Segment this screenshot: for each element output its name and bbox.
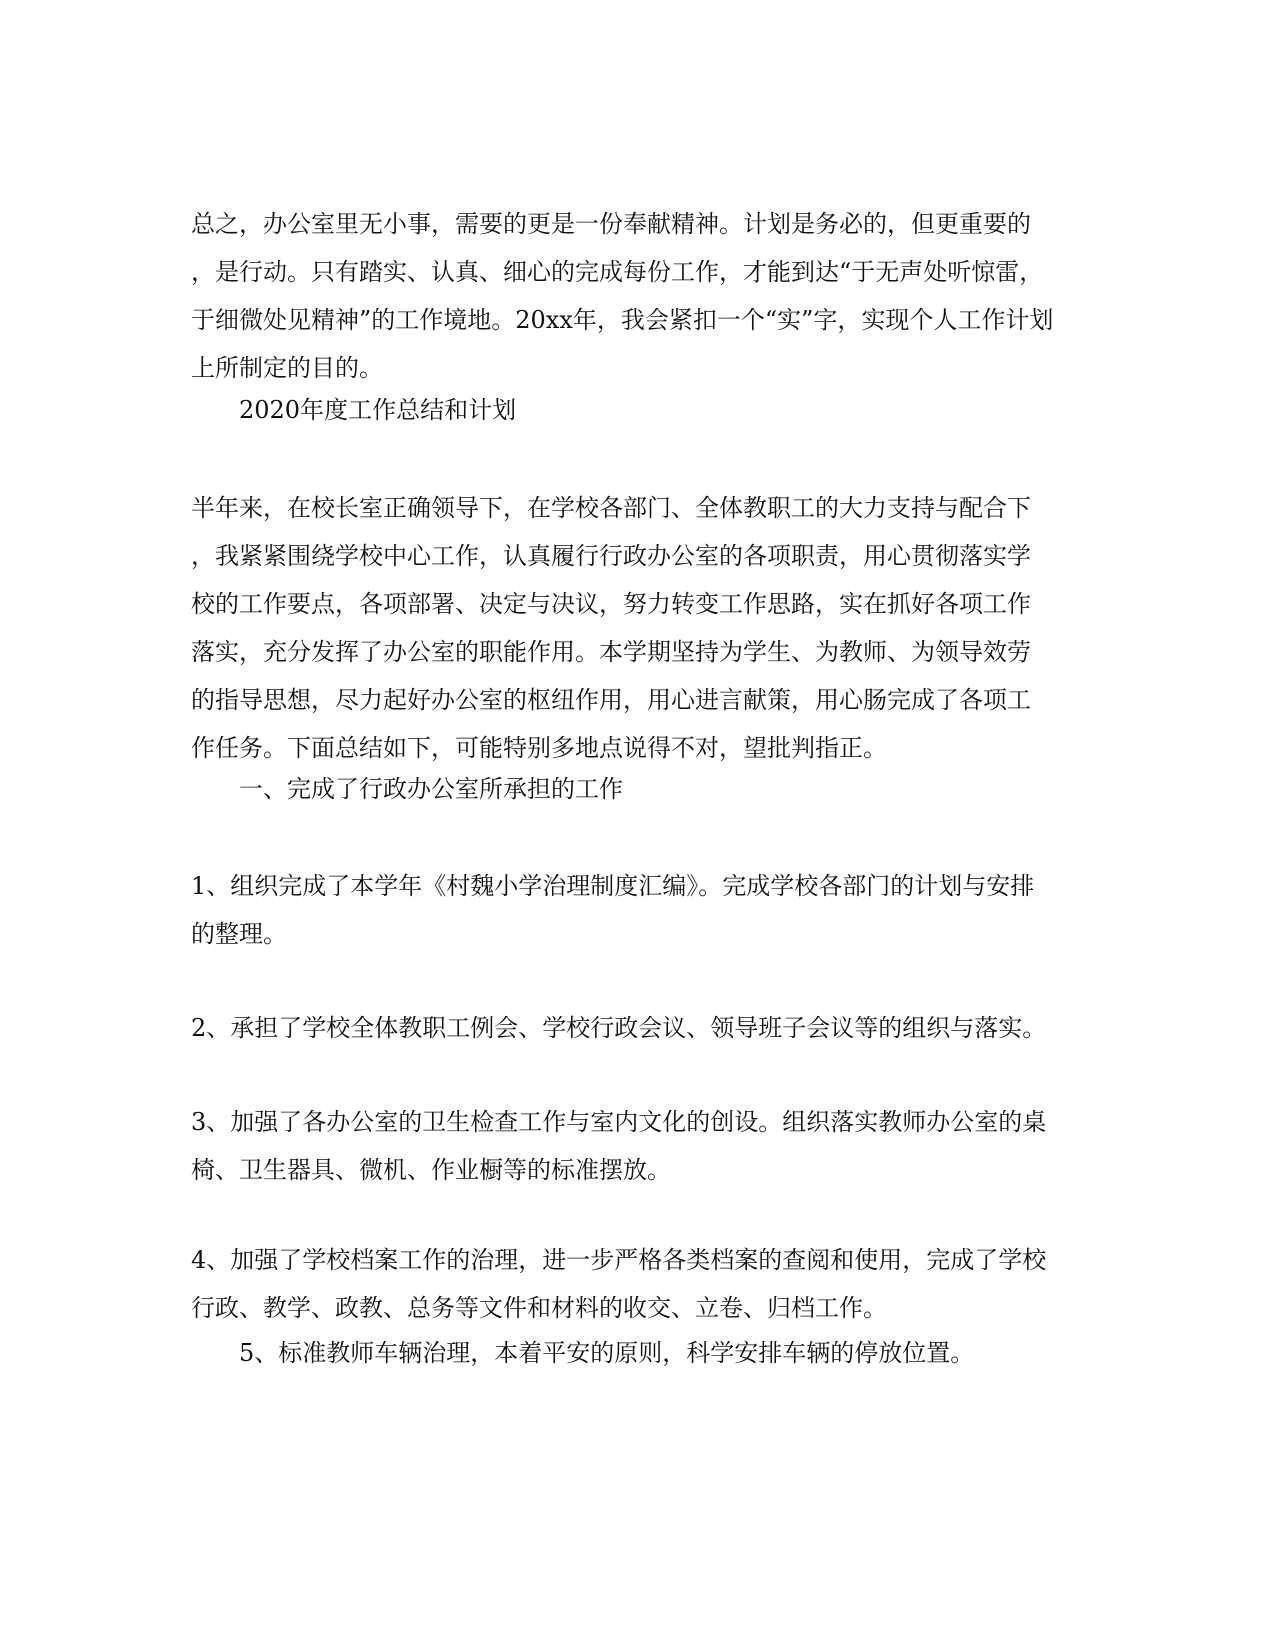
section-heading-work <box>191 765 1091 813</box>
text-line: 椅、卫生器具、微机、作业橱等的标准摆放。 <box>191 1156 671 1184</box>
list-item-3 <box>191 1098 1091 1194</box>
text-line: 半年来，在校长室正确领导下，在学校各部门、全体教职工的大力支持与配合下 <box>191 494 1031 522</box>
text-line: 于细微处见精神”的工作境地。20xx年，我会紧扣一个“实”字，实现个人工作计划 <box>191 306 1054 334</box>
text-line: ，我紧紧围绕学校中心工作，认真履行行政办公室的各项职责，用心贯彻落实学 <box>191 542 1031 570</box>
text-line: 2、承担了学校全体教职工例会、学校行政会议、领导班子会议等的组织与落实。 <box>191 1014 1047 1042</box>
text-line: 落实，充分发挥了办公室的职能作用。本学期坚持为学生、为教师、为领导效劳 <box>191 638 1031 666</box>
list-item-2 <box>191 1004 1091 1052</box>
list-item-4 <box>191 1236 1091 1332</box>
paragraph-overview <box>191 484 1091 772</box>
text-line: 5、标准教师车辆治理，本着平安的原则，科学安排车辆的停放位置。 <box>239 1339 975 1367</box>
heading-text: 一、完成了行政办公室所承担的工作 <box>239 775 623 803</box>
text-line: 上所制定的目的。 <box>191 354 383 382</box>
text-line: 4、加强了学校档案工作的治理，进一步严格各类档案的查阅和使用，完成了学校 <box>191 1246 1047 1274</box>
text-line: 3、加强了各办公室的卫生检查工作与室内文化的创设。组织落实教师办公室的桌 <box>191 1108 1047 1136</box>
text-line: 的整理。 <box>191 920 287 948</box>
section-heading-annual <box>191 386 1091 434</box>
heading-text: 2020年度工作总结和计划 <box>239 396 517 424</box>
text-line: 总之，办公室里无小事，需要的更是一份奉献精神。计划是务必的，但更重要的 <box>191 210 1031 238</box>
text-line: 1、组织完成了本学年《村魏小学治理制度汇编》。完成学校各部门的计划与安排 <box>191 872 1035 900</box>
text-line: 作任务。下面总结如下，可能特别多地点说得不对，望批判指正。 <box>191 734 887 762</box>
list-item-5 <box>191 1329 1091 1377</box>
text-line: 行政、教学、政教、总务等文件和材料的收交、立卷、归档工作。 <box>191 1294 887 1322</box>
list-item-1 <box>191 862 1091 958</box>
text-line: 校的工作要点，各项部署、决定与决议，努力转变工作思路，实在抓好各项工作 <box>191 590 1031 618</box>
text-line: 的指导思想，尽力起好办公室的枢纽作用，用心进言献策，用心肠完成了各项工 <box>191 686 1031 714</box>
text-line: ，是行动。只有踏实、认真、细心的完成每份工作，才能到达“于无声处听惊雷， <box>191 258 1044 286</box>
paragraph-conclusion <box>191 200 1091 392</box>
